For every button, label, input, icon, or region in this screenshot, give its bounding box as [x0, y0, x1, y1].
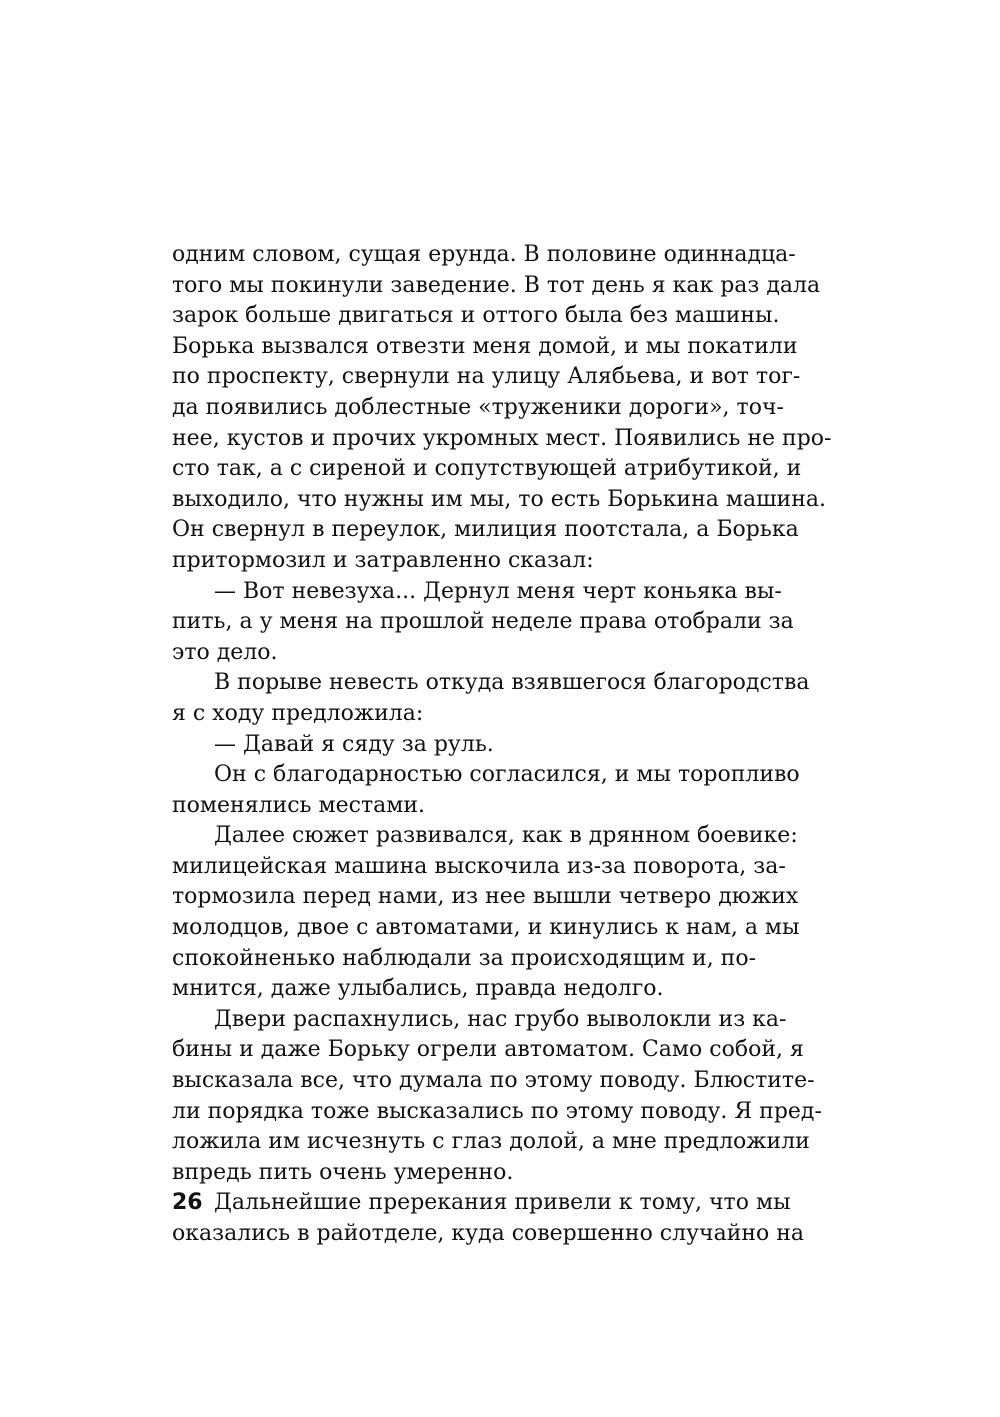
- text-line: Борька вызвался отвезти меня домой, и мы покатили: [172, 333, 798, 359]
- text-line: зарок больше двигаться и оттого была без машины.: [172, 303, 780, 329]
- text-line: В порыве невесть откуда взявшегося благородства: [214, 670, 810, 696]
- text-line: одним словом, сущая ерунда. В половине одиннадца-: [172, 242, 796, 267]
- text-line: оказались в райотделе, куда совершенно случайно на: [172, 1221, 805, 1246]
- text-line: пить, а у меня на прошлой неделе права отобрали за: [172, 609, 794, 635]
- text-line: по проспекту, свернули на улицу Алябьева, и вот тог-: [172, 364, 801, 390]
- text-line: Дальнейшие пререкания привели к тому, что мы: [214, 1190, 791, 1216]
- text-line: милицейская машина выскочила из-за поворота, за-: [172, 853, 786, 879]
- text-line: Он свернул в переулок, милиция поотстала, а Борька: [172, 517, 799, 543]
- text-line: поменялись местами.: [172, 792, 426, 818]
- text-line: Он с благодарностью согласился, и мы торопливо: [214, 762, 800, 788]
- text-line: да появились доблестные «труженики дороги», точ-: [172, 394, 784, 420]
- text-line: бины и даже Борьку огрели автоматом. Само собой, я: [172, 1037, 804, 1063]
- text-line: спокойненько наблюдали за происходящим и, по-: [172, 945, 757, 971]
- text-line: притормозил и затравленно сказал:: [172, 547, 594, 573]
- text-line: Далее сюжет развивался, как в дрянном боевике:: [214, 823, 798, 849]
- text-line: впредь пить очень умеренно.: [172, 1159, 514, 1185]
- text-line: — Давай я сяду за руль.: [214, 731, 494, 757]
- text-line: нее, кустов и прочих укромных мест. Появились не про-: [172, 425, 832, 451]
- body-text: [172, 240, 832, 1250]
- text-line: того мы покинули заведение. В тот день я как раз дала: [172, 272, 821, 298]
- text-line: Двери распахнулись, нас грубо выволокли из ка-: [214, 1006, 787, 1032]
- text-line: ложила им исчезнуть с глаз долой, а мне предложили: [172, 1129, 810, 1155]
- text-line: мнится, даже улыбались, правда недолго.: [172, 976, 664, 1002]
- text-line: тормозила перед нами, из нее вышли четверо дюжих: [172, 884, 799, 910]
- text-line: молодцов, двое с автоматами, и кинулись к нам, а мы: [172, 915, 800, 941]
- text-line: ли порядка тоже высказались по этому поводу. Я пред-: [172, 1098, 822, 1124]
- text-line: сто так, а с сиреной и сопутствующей атрибутикой, и: [172, 456, 802, 482]
- text-line: я с ходу предложила:: [172, 700, 424, 726]
- page-number: 26: [172, 1190, 203, 1215]
- text-line: это дело.: [172, 639, 278, 665]
- text-line: — Вот невезуха... Дернул меня черт коньяка вы-: [214, 578, 782, 604]
- text-line: высказала все, что думала по этому поводу. Блюстите-: [172, 1068, 815, 1094]
- text-line: выходило, что нужны им мы, то есть Борькина машина.: [172, 486, 826, 512]
